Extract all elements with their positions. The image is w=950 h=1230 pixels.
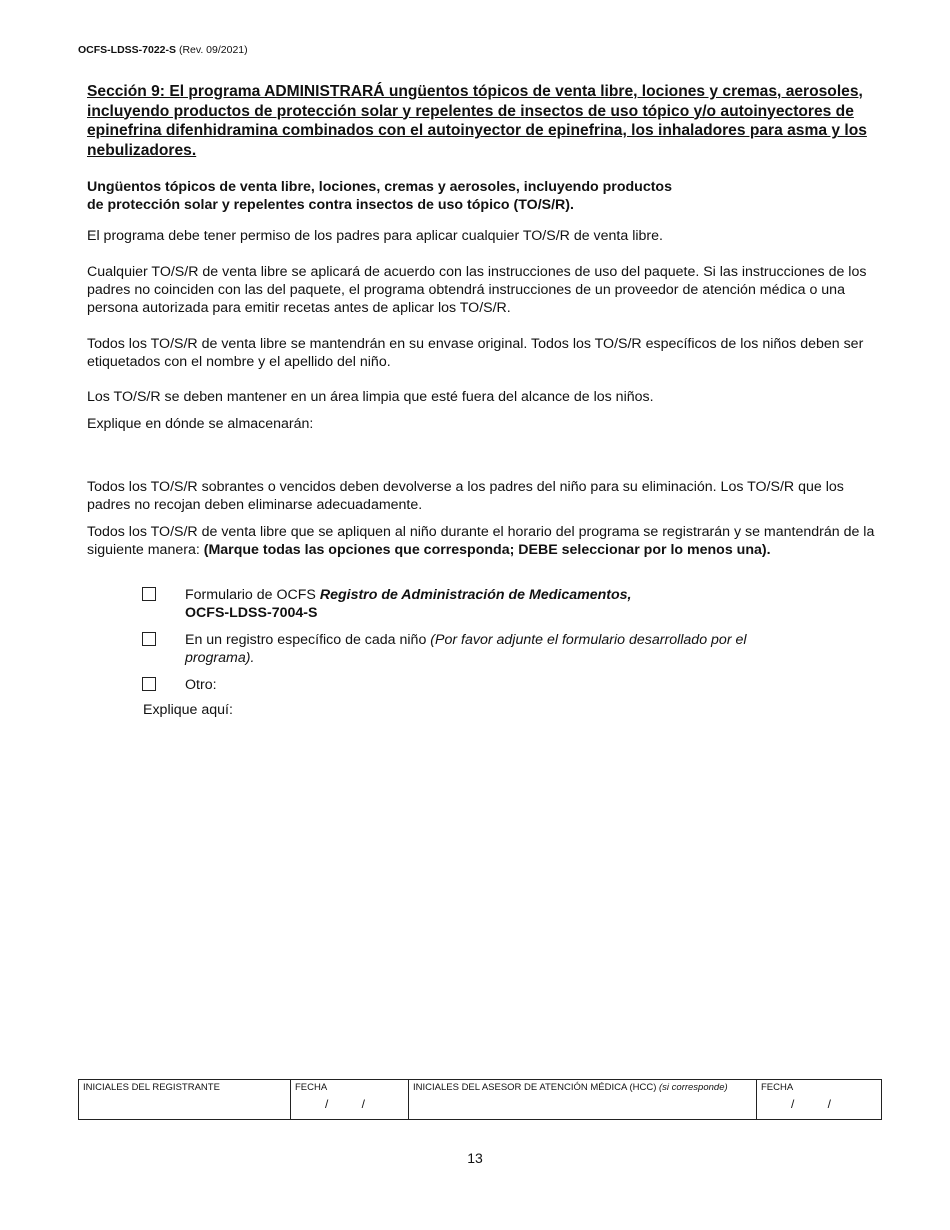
- subsection-title: [87, 178, 767, 214]
- option-child-specific-log[interactable]: [142, 631, 842, 667]
- option-ocfs-form[interactable]: [142, 586, 842, 622]
- explain-here-label: Explique aquí:: [143, 702, 233, 718]
- hcc-initials-cell[interactable]: [409, 1080, 757, 1119]
- child-log-note: (Por favor adjunte el formulario desarrollado por el programa).: [185, 632, 747, 666]
- ocfs-form-checkbox[interactable]: [142, 587, 156, 601]
- hcc-date-cell[interactable]: [757, 1080, 881, 1119]
- form-revision: (Rev. 09/2021): [178, 44, 248, 56]
- parent-permission-paragraph: El programa debe tener permiso de los padres para aplicar cualquier TO/S/R de venta libre.: [87, 228, 663, 244]
- hcc-date-label: FECHA: [761, 1082, 794, 1093]
- hcc-date-slashes: / /: [791, 1097, 832, 1111]
- hcc-initials-label: INICIALES DEL ASESOR DE ATENCIÓN MÉDICA (HCC): [413, 1082, 659, 1093]
- option-other[interactable]: [142, 676, 842, 694]
- child-log-label: [185, 631, 775, 667]
- disposal-paragraph: Todos los TO/S/R sobrantes o vencidos deben devolverse a los padres del niño para su eliminación. Los TO/S/R que los padres no recojan deben eliminarse adecuadamente.: [87, 479, 844, 513]
- record-keeping-instruction: (Marque todas las opciones que corresponda; DEBE seleccionar por lo menos una).: [203, 542, 771, 558]
- package-instructions-paragraph: Cualquier TO/S/R de venta libre se aplicará de acuerdo con las instrucciones de uso del paquete. Si las instrucciones de los padres no coinciden con las del paquete, el programa obtendrá instrucciones de un proveedor de atención médica o una persona autorizada para emitir recetas antes de aplicar los TO/S/R.: [87, 264, 867, 316]
- subsection-title-line2: de protección solar y repelentes contra insectos de uso tópico (TO/S/R).: [87, 197, 574, 213]
- ocfs-form-prefix: Formulario de OCFS: [185, 587, 320, 603]
- ocfs-form-name: Registro de Administración de Medicamentos,: [319, 587, 632, 603]
- form-code: OCFS-LDSS-7022-S: [78, 44, 177, 56]
- registrant-initials-label: INICIALES DEL REGISTRANTE: [83, 1082, 220, 1093]
- registrant-date-slashes: / /: [325, 1097, 366, 1111]
- section-title: Sección 9: El programa ADMINISTRARÁ ungüentos tópicos de venta libre, lociones y cremas, aerosoles, incluyendo productos de protección solar y repelentes de insectos de uso tópico y/o autoinyectores de epinefrina difenhidramina combinados con el autoinyector de epinefrina, los inhaladores para asma y los nebulizadores.: [87, 83, 867, 159]
- subsection-title-line1: Ungüentos tópicos de venta libre, lociones, cremas y aerosoles, incluyendo productos: [87, 179, 672, 195]
- registrant-date-label: FECHA: [295, 1082, 328, 1093]
- storage-area-paragraph: Los TO/S/R se deben mantener en un área limpia que esté fuera del alcance de los niños.: [87, 389, 654, 405]
- hcc-note: (si corresponde): [659, 1082, 728, 1093]
- other-label: Otro:: [185, 677, 217, 693]
- record-keeping-text: Todos los TO/S/R de venta libre que se apliquen al niño durante el horario del programa se registrarán y se mantendrán de la siguiente manera:: [87, 524, 875, 558]
- registrant-initials-cell[interactable]: [79, 1080, 291, 1119]
- other-checkbox[interactable]: [142, 677, 156, 691]
- child-log-prefix: En un registro específico de cada niño: [185, 632, 431, 648]
- page-number: 13: [467, 1150, 483, 1166]
- child-log-checkbox[interactable]: [142, 632, 156, 646]
- signature-table: [78, 1079, 882, 1120]
- original-container-paragraph: Todos los TO/S/R de venta libre se mantendrán en su envase original. Todos los TO/S/R específicos de los niños deben ser etiquetados con el nombre y el apellido del niño.: [87, 336, 864, 370]
- form-id: [78, 44, 248, 56]
- storage-explain-label: Explique en dónde se almacenarán:: [87, 416, 314, 432]
- ocfs-form-label: [185, 586, 805, 622]
- record-keeping-paragraph: [87, 523, 877, 559]
- ocfs-form-code: OCFS-LDSS-7004-S: [185, 605, 318, 621]
- registrant-date-cell[interactable]: [291, 1080, 409, 1119]
